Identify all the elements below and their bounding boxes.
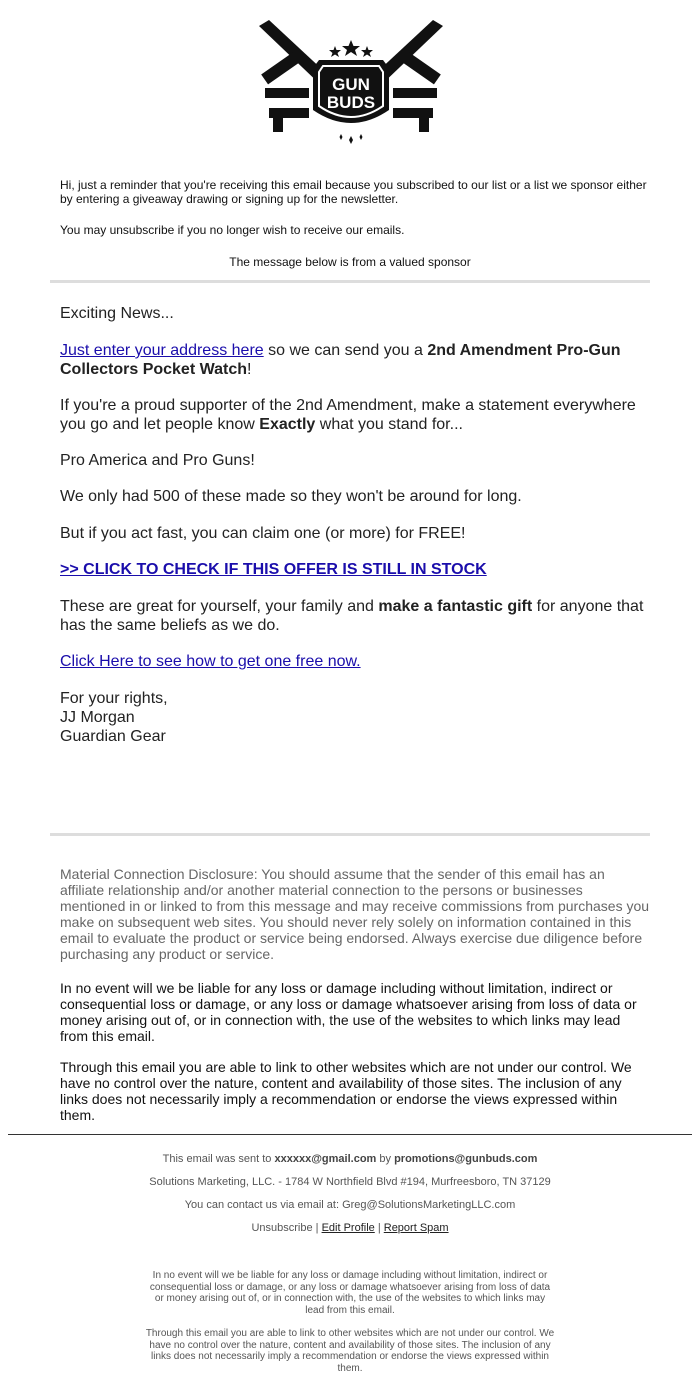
footer-divider [8, 1134, 692, 1135]
unsubscribe-link[interactable]: Unsubscribe [251, 1222, 313, 1234]
subscription-reminder: Hi, just a reminder that you're receiving this email because you subscribed to our list or a list we sponsor either by entering a giveaway drawing or signing up for the newsletter. [60, 178, 647, 206]
recipient-email: xxxxxx@gmail.com [274, 1153, 377, 1165]
paragraph-limited: We only had 500 of these made so they won't be around for long. [60, 488, 522, 505]
sent-to-line: This email was sent to xxxxxx@gmail.com by promotions@gunbuds.com [162, 1153, 538, 1165]
footer-links-text: Through this email you are able to link to other websites which are not under our control. We have no control over the nature, content and availability of those sites. The inclusion of any links does not necessarily imply a recommendation or endorse the views expressed within them. [145, 1328, 555, 1374]
liability-disclaimer: In no event will we be liable for any loss or damage including without limitation, indirect or consequential loss or damage, or any loss or damage whatsoever arising from loss of data or money arising out of, or in connection with, the use of the websites to which links may lead from this email. [60, 980, 637, 1044]
top-divider [50, 280, 650, 283]
external-links-disclaimer: Through this email you are able to link to other websites which are not under our control. We have no control over the nature, content and availability of those sites. The inclusion of any links does not necessarily imply a recommendation or endorse the views expressed within them. [60, 1059, 632, 1123]
contact-line: You can contact us via email at: Greg@SolutionsMarketingLLC.com [184, 1199, 516, 1211]
signature-name: JJ Morgan [60, 709, 135, 726]
signature-closing: For your rights, [60, 690, 168, 707]
greeting: Exciting News... [60, 305, 174, 322]
signature [60, 689, 650, 746]
unsubscribe-note: You may unsubscribe if you no longer wish to receive our emails. [60, 223, 405, 237]
stock-check-cta [60, 560, 650, 579]
paragraph-gift: These are great for yourself, your family and make a fantastic gift for anyone that has the same beliefs as we do. [60, 598, 644, 634]
sender-email: promotions@gunbuds.com [394, 1153, 538, 1165]
get-one-free-link[interactable]: Click Here to see how to get one free now. [60, 653, 361, 670]
bottom-divider [50, 833, 650, 836]
gunbuds-logo [255, 18, 447, 150]
logo-emblem-icon [255, 18, 447, 150]
signature-company: Guardian Gear [60, 728, 166, 745]
paragraph-act-fast: But if you act fast, you can claim one (or more) for FREE! [60, 525, 466, 542]
edit-profile-link[interactable]: Edit Profile [321, 1222, 375, 1234]
paragraph-offer: Just enter your address here so we can send you a 2nd Amendment Pro-Gun Collectors Pocket Watch! [60, 342, 621, 378]
report-spam-link[interactable]: Report Spam [383, 1222, 449, 1234]
paragraph-pro-america: Pro America and Pro Guns! [60, 452, 255, 469]
get-free-cta [60, 652, 650, 671]
material-disclosure: Material Connection Disclosure: You should assume that the sender of this email has an affiliate relationship and/or another material connection to the persons or businesses mentioned in or linked to from this message and may receive commissions from purchases you make on subsequent web sites. You should never rely solely on information contained in this email to evaluate the product or service being endorsed. Always exercise due diligence before purchasing any product or service. [60, 866, 650, 962]
svg-text:BUDS: BUDS [326, 93, 376, 112]
stock-check-link[interactable]: >> CLICK TO CHECK IF THIS OFFER IS STILL IN STOCK [60, 561, 487, 578]
sponsor-note: The message below is from a valued sponsor [229, 255, 471, 269]
paragraph-statement: If you're a proud supporter of the 2nd Amendment, make a statement everywhere you go and let people know Exactly what you stand for... [60, 397, 636, 433]
svg-text:GUN: GUN [332, 75, 370, 94]
footer-links: Unsubscribe | Edit Profile | Report Spam [251, 1222, 449, 1234]
enter-address-link[interactable]: Just enter your address here [60, 342, 264, 359]
footer-liability-text: In no event will we be liable for any loss or damage including without limitation, indirect or consequential loss or damage, or any loss or damage whatsoever arising from loss of data or money arising out of, or in connection with, the use of the websites to which links may lead from this email. [149, 1270, 551, 1316]
company-address: Solutions Marketing, LLC. - 1784 W Northfield Blvd #194, Murfreesboro, TN 37129 [149, 1176, 551, 1188]
